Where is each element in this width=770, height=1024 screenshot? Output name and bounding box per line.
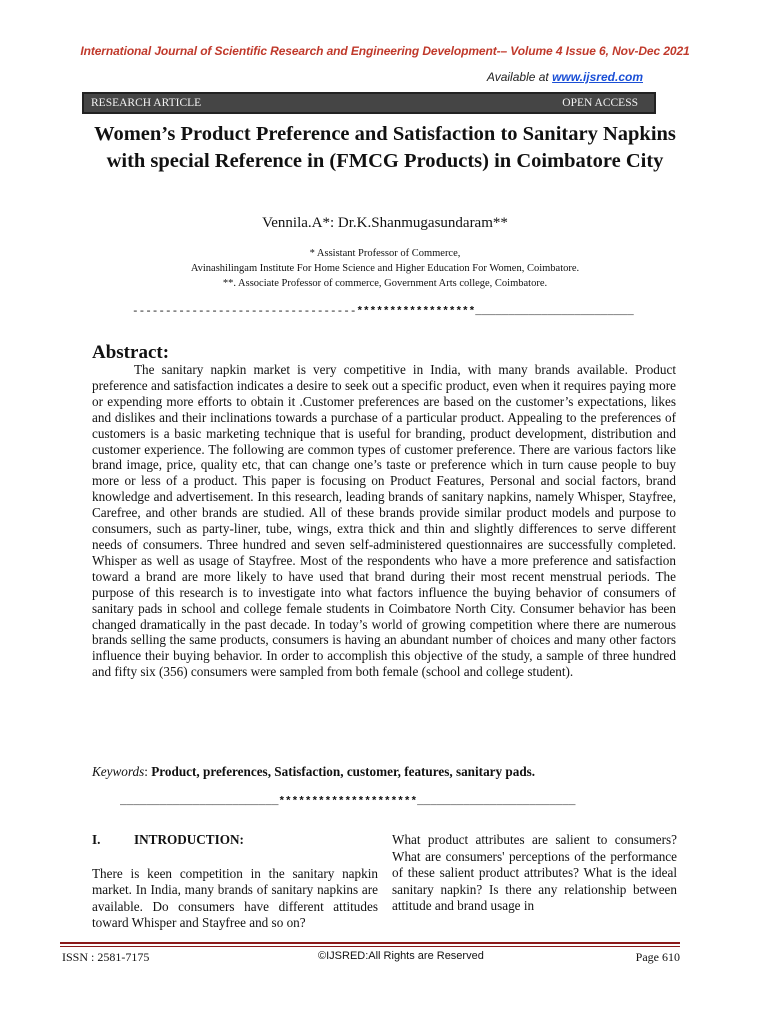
affiliation-line: Avinashilingam Institute For Home Science and Higher Education For Women, Coimbatore. — [190, 263, 580, 274]
affiliations — [0, 246, 770, 291]
intro-paragraph-right: What product attributes are salient to consumers? What are consumers' perceptions of the performance of these salient product attributes? What is the ideal sanitary napkin? Is there any relationship between attitude and brand usage in — [392, 832, 677, 913]
divider-underline-left: ________________________ — [120, 796, 279, 808]
abstract-text: The sanitary napkin market is very competitive in India, with many brands available. Product preference and satisfaction indicates a desire to seek out a specific product, even when it requires paying more or expending more efforts to obtain it .Customer preferences are based on the customer’s expectations, likes and dislikes and their inclinations towards a purchase of a particular product. Appealing to the preferences of customers is a basic marketing technique that is useful for branding, product development, distribution and customer experience. The following are common types of customer preference. There are various factors like brand image, price, quality etc, that can change one’s taste or preference which in turn cause people to buy more or less of a product. This paper is focusing on Product Features, Personal and social factors, brand knowledge and advertisement. In this research, leading brands of sanitary napkins, namely Whisper, Stayfree, Carefree, and other brands are studied. All of these brands provide similar product models and purpose to consumers, such as party-liner, tube, wings, extra thick and thin and slightly differences to serve different needs of consumers. Three hundred and seven self-administered questionnaires are successfully completed. Whisper as well as usage of Stayfree. Most of the respondents who have a more preference and satisfaction toward a brand are more likely to have used that brand during their most recent menstrual periods. The purpose of this research is to investigate into what factors influence the buying behavior of consumers of sanitary pads in school and college female students in Coimbatore North City. Consumer behavior has been changed dramatically in the past decade. In today’s world of growing competition where there are numerous brands selling the same products, consumers is having an abundant number of choices and many other factors influence their buying behavior. In order to accomplish this objective of the study, a sample of three hundred and fifty six (356) consumers were sampled from both female (school and college student). — [92, 362, 676, 680]
intro-column-right — [392, 832, 677, 915]
article-type-banner — [82, 92, 656, 114]
section-divider-top — [132, 306, 642, 318]
authors: Vennila.A*: Dr.K.Shanmugasundaram** — [262, 215, 508, 231]
paper-title: Women’s Product Preference and Satisfaction to Sanitary Napkins with special Reference in (FMCG Products) in Coimbatore City — [94, 123, 676, 172]
affiliation-line: **. Associate Professor of commerce, Government Arts college, Coimbatore. — [222, 278, 548, 289]
availability-line — [487, 70, 643, 84]
divider-underline-right: ________________________ — [417, 796, 576, 808]
affiliation-line: * Assistant Professor of Commerce, — [309, 248, 461, 259]
divider-dashes: ---------------------------------- — [132, 306, 357, 318]
divider-stars: ********************* — [278, 796, 418, 808]
available-prefix: Available at — [486, 70, 553, 84]
keywords-separator: : — [144, 764, 152, 779]
keywords-label: Keywords — [92, 764, 145, 779]
divider-stars: ****************** — [356, 306, 476, 318]
keywords-text: Product, preferences, Satisfaction, customer, features, sanitary pads. — [151, 764, 536, 779]
intro-column-left — [92, 832, 378, 932]
access-type-label: OPEN ACCESS — [562, 97, 638, 109]
article-type-label: RESEARCH ARTICLE — [91, 97, 202, 109]
copyright: ©IJSRED:All Rights are Reserved — [318, 950, 484, 962]
section-title: INTRODUCTION: — [134, 832, 244, 847]
divider-underline: ________________________ — [475, 306, 634, 318]
intro-paragraph-left: There is keen competition in the sanitary napkin market. In India, many brands of sanitary napkins are available. Do consumers have different attitudes toward Whisper and Stayfree and so on? — [92, 865, 378, 930]
abstract-heading: Abstract: — [92, 342, 170, 363]
keywords — [92, 764, 676, 780]
section-divider-bottom — [120, 796, 650, 808]
journal-website-link[interactable]: www.ijsred.com — [552, 70, 643, 84]
page-number: Page 610 — [635, 950, 680, 964]
footer-rule-thin — [60, 946, 680, 947]
issn: ISSN : 2581-7175 — [62, 950, 150, 964]
intro-heading — [92, 832, 378, 849]
page-footer — [60, 950, 680, 966]
footer-rule — [60, 942, 680, 944]
journal-header: International Journal of Scientific Research and Engineering Development-– Volume 4 Issue 6, Nov-Dec 2021 — [80, 44, 690, 58]
section-number: I. — [92, 832, 101, 847]
abstract-body — [92, 362, 676, 680]
